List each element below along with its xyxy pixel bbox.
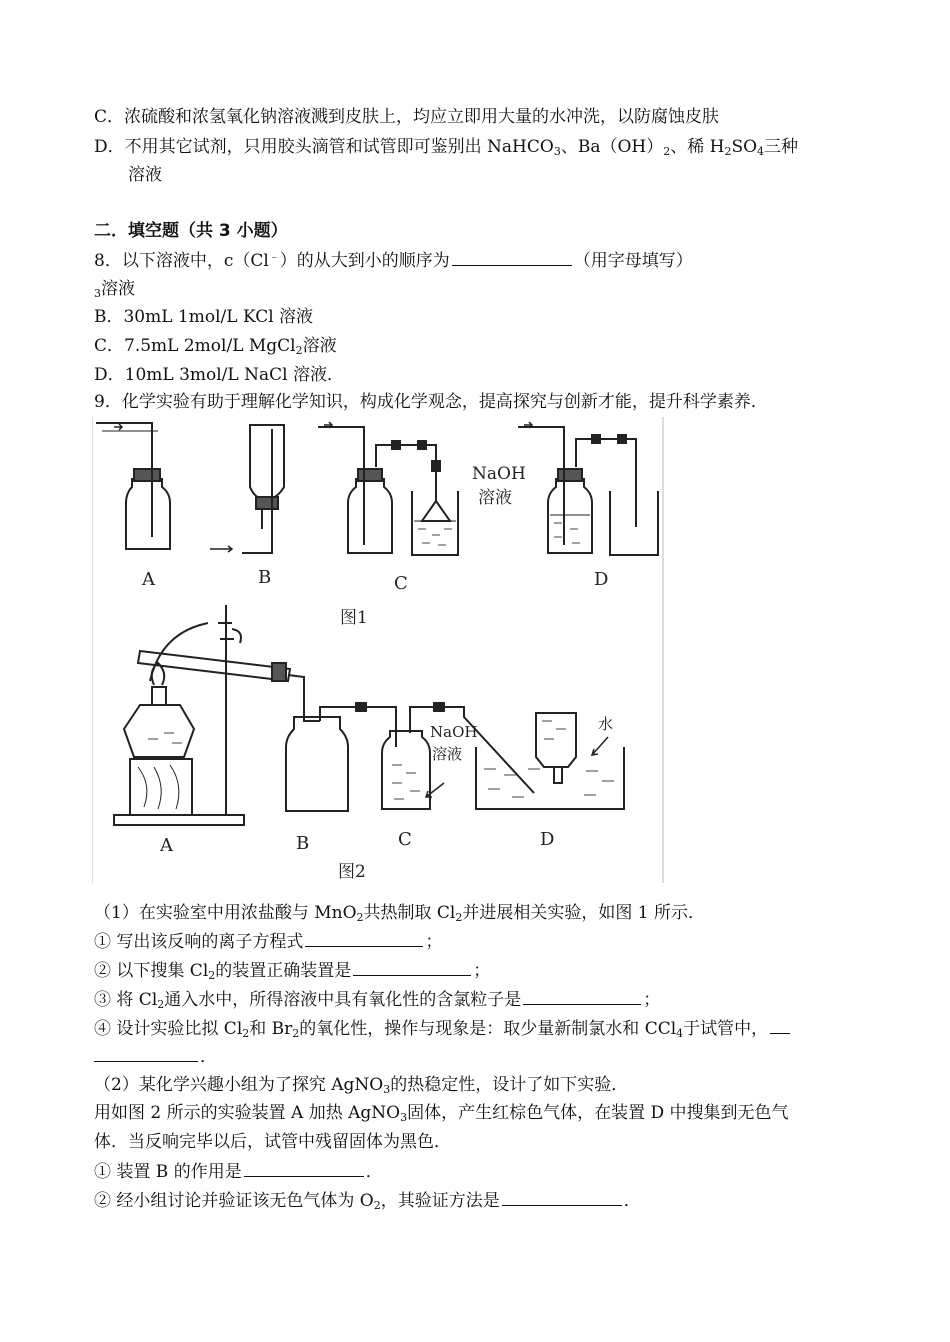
fig2-bottle-c: [382, 731, 430, 809]
punctuation: ．: [623, 1191, 641, 1211]
option-d: [94, 136, 798, 158]
fig2-naoh-label: NaOH: [430, 723, 478, 741]
option-d-label: D．: [94, 137, 125, 157]
q9-part1-intro: [94, 902, 705, 924]
option-d-text: 、Ba（OH）: [560, 137, 664, 157]
option-c-text: 浓硫酸和浓氢氧化钠溶液溅到皮肤上，均应立即用大量的水冲洗，以防腐蚀皮肤: [124, 107, 720, 127]
fig2-trough: [476, 747, 624, 809]
answer-blank[interactable]: [94, 1045, 198, 1062]
q9-part2-desc-continued: 体．当反响完毕以后，试管中残留固体为黑色．: [94, 1132, 451, 1152]
fig2-bottle-b: [286, 717, 348, 811]
punctuation: ；: [473, 961, 491, 981]
subscript: 2: [157, 998, 165, 1011]
subscript: 2: [373, 1199, 381, 1212]
q9-part2-text: 的热稳定性，设计了如下实验．: [390, 1075, 629, 1095]
punctuation: ．: [365, 1162, 383, 1182]
fig2-solution-label: 溶液: [432, 745, 463, 763]
fig1-bottle-a: [96, 423, 170, 549]
fig2-label-b: B: [296, 833, 310, 854]
q9-stem: 9．化学实验有助于理解化学知识，构成化学观念，提高探究与创新才能，提升科学素养．: [94, 392, 768, 412]
subscript: 3: [94, 287, 101, 300]
subscript: 2: [208, 969, 216, 982]
q9-part1-q2: [94, 959, 490, 982]
section-title: 二．填空题（共 3 小题）: [94, 221, 288, 241]
q9-part1-q2-text: ② 以下搜集 Cl: [94, 961, 209, 981]
subscript: 4: [676, 1027, 684, 1040]
q8-option-a: [94, 278, 135, 300]
q9-part2-intro: [94, 1074, 628, 1096]
answer-blank[interactable]: [502, 1189, 622, 1206]
q9-part2-desc-text: 用如图 2 所示的实验装置 A 加热 AgNO: [94, 1103, 401, 1123]
q9-part1-q1-text: ① 写出该反响的离子方程式: [94, 932, 304, 952]
subscript: 2: [242, 1027, 250, 1040]
fig1-label-a: A: [142, 569, 155, 590]
answer-blank[interactable]: [452, 249, 572, 266]
q8-stem-text: ）的从大到小的顺序为: [279, 251, 450, 271]
q9-part1-q4-text: ④ 设计实验比拟 Cl: [94, 1019, 243, 1039]
subscript: 2: [455, 911, 463, 924]
q9-part1-q1: [94, 930, 442, 953]
fig1-caption: 图1: [340, 608, 368, 628]
fig2-label-d: D: [540, 829, 555, 850]
option-d-text: 三种: [764, 137, 799, 157]
superscript: ﹣: [268, 250, 280, 263]
q9-part1-q3: [94, 988, 660, 1011]
punctuation: ．: [200, 1047, 217, 1067]
fig1-bottle-b: [210, 425, 284, 553]
q9-part2-q2-text: ② 经小组讨论并验证该无色气体为 O: [94, 1191, 374, 1211]
answer-blank[interactable]: [244, 1160, 364, 1177]
q9-part1-q4-text: 于试管中，: [683, 1019, 769, 1039]
q9-part1-q4-text: 和 Br: [249, 1019, 293, 1039]
fig1-label-d: D: [594, 569, 609, 590]
subscript: 2: [356, 911, 364, 924]
q8-option-c: [94, 335, 337, 357]
q9-part1-text: 共热制取 Cl: [363, 903, 456, 923]
fig1-bottle-d: [518, 422, 658, 555]
q8-option-a-text: 溶液: [101, 279, 135, 299]
apparatus-figure: [92, 417, 664, 883]
fig2-base: [114, 815, 244, 825]
figure-2-apparatus: [114, 605, 624, 825]
answer-blank[interactable]: [770, 1017, 790, 1034]
q9-part1-q4: [94, 1017, 792, 1040]
q9-part2-q1: [94, 1160, 383, 1183]
q9-part2-text: （2）某化学兴趣小组为了探究 AgNO: [94, 1075, 384, 1095]
q9-part2-desc: [94, 1102, 789, 1124]
q9-part1-q3-text: ③ 将 Cl: [94, 990, 158, 1010]
q9-part2-q2: [94, 1189, 641, 1212]
fig1-solution-label: 溶液: [478, 488, 512, 508]
answer-blank[interactable]: [523, 988, 641, 1005]
q8-stem-text: （用字母填写）: [573, 251, 693, 271]
fig2-water-label: 水: [598, 715, 614, 733]
q9-part2-q1-text: ① 装置 B 的作用是: [94, 1162, 242, 1182]
option-d-text: 不用其它试剂，只用胶头滴管和试管即可鉴别出 NaHCO: [124, 137, 554, 157]
option-d-text: SO: [731, 137, 758, 157]
fig1-naoh-label: NaOH: [472, 464, 526, 484]
subscript: 2: [663, 145, 671, 158]
subscript: 3: [400, 1111, 408, 1124]
subscript: 3: [383, 1083, 391, 1096]
subscript: 4: [757, 145, 765, 158]
figure-1-apparatus: [96, 422, 658, 555]
subscript: 2: [295, 344, 303, 357]
q8-stem: [94, 249, 693, 272]
subscript: 2: [724, 145, 732, 158]
option-c-label: C．: [94, 107, 125, 127]
q8-option-c-text: 溶液: [302, 336, 337, 356]
fig2-label-a: A: [160, 835, 173, 856]
q9-part2-desc-text: 固体，产生红棕色气体，在装置 D 中搜集到无色气: [407, 1103, 789, 1123]
q8-option-d: D．10mL 3mol/L NaCl 溶液．: [94, 365, 344, 385]
option-c: [94, 106, 719, 128]
fig1-label-c: C: [394, 573, 408, 594]
q9-part1-q3-text: 通入水中，所得溶液中具有氧化性的含氯粒子是: [164, 990, 522, 1010]
q9-part1-text: 并进展相关实验，如图 1 所示．: [462, 903, 705, 923]
subscript: 3: [553, 145, 561, 158]
answer-blank[interactable]: [305, 930, 423, 947]
q8-option-c-text: C．7.5mL 2mol/L MgCl: [94, 336, 296, 356]
option-d-continued: 溶液: [128, 165, 162, 185]
fig2-caption: 图2: [338, 862, 366, 882]
q9-part1-text: （1）在实验室中用浓盐酸与 MnO: [94, 903, 357, 923]
q9-part1-q4-continued: [94, 1045, 217, 1068]
answer-blank[interactable]: [353, 959, 471, 976]
option-d-text: 、稀 H: [670, 137, 725, 157]
punctuation: ；: [643, 990, 661, 1010]
q8-option-b: B．30mL 1mol/L KCl 溶液: [94, 307, 314, 327]
q9-part1-q4-text: 的氧化性，操作与现象是：取少量新制氯水和 CCl: [299, 1019, 677, 1039]
fig1-label-b: B: [258, 567, 272, 588]
q8-stem-text: 8．以下溶液中，c（Cl: [94, 251, 269, 271]
fig2-label-c: C: [398, 829, 412, 850]
fig2-alcohol-lamp: [124, 705, 194, 757]
fig1-liquid-hatching: [418, 523, 580, 545]
q9-part2-q2-text: ，其验证方法是: [380, 1191, 500, 1211]
punctuation: ；: [425, 932, 443, 952]
q9-part1-q2-text: 的装置正确装置是: [215, 961, 352, 981]
subscript: 2: [292, 1027, 300, 1040]
